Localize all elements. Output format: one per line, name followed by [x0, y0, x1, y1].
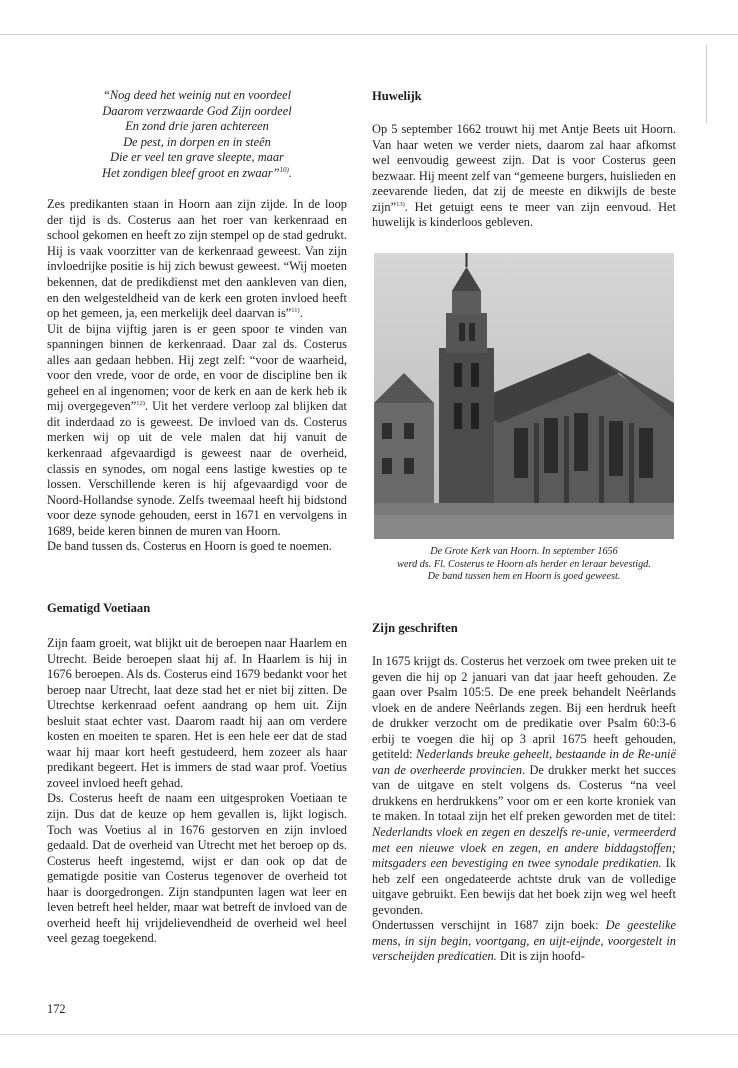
right-column-geschriften: [372, 654, 676, 965]
left-column-section2: [47, 636, 347, 947]
paragraph: Op 5 september 1662 trouwt hij met Antje Beets uit Hoorn. Van haar weten we verder niets, daarom zal haar afkomst wel eenvoudig geweest zijn. Dat is voor Costerus geen bezwaar. Hij meent zelf van “gemeene burgers, huislieden en zeevarende lieden, dat zij de meeste en dikwijls de beste zijn”$^{13)}$. Het getuigt eens te meer van zijn eenvoud. Het huwelijk is kinderloos gebleven.: [372, 122, 676, 230]
paragraph: Ds. Costerus heeft de naam een uitgesproken Voetiaan te zijn. Dus dat de keuze op hem gevallen is, lijkt logisch. Toch was Voetius al in 1676 gestorven en zijn invloed gedaald. Dat de overheid van Utrecht met het beroep op ds. Costerus heeft ingestemd, wijst er dan ook op dat de gematigde positie van Costerus tegenover de overheid tot haar is doorgedrongen. Zijn standpunten lagen wat leer en leven betreft heel helder, maar wat betreft de invloed van de overheid heeft hij vrijdelievendheid de overheid wel heel veel gezag toegekend.: [47, 791, 347, 946]
poem-line: En zond drie jaren achtereen: [125, 119, 269, 134]
church-illustration: [374, 253, 674, 539]
poem: [47, 88, 347, 181]
paragraph: Zijn faam groeit, wat blijkt uit de beroepen naar Haarlem en Utrecht. Beide beroepen slaat hij af. In Haarlem is hij in 1676 beroepen. Als ds. Costerus eind 1679 bedankt voor het beroep naar Utrecht, laat deze stad het er niet bij zitten. De Utrechtse kerkenraad oefent aandrang op hem uit. Zijn besluit staat echter vast. Daarom raadt hij aan om verdere kosten en moeiten te sparen. Het is een hele eer dat de stad waar hij maar kort heeft gestudeerd, hem zozeer als haar predikant begeert. Het is immers de stad waar prof. Voetius zoveel invloed heeft gehad.: [47, 636, 347, 790]
caption-line: De band tussen hem en Hoorn is goed geweest.: [427, 571, 621, 582]
left-column: [47, 88, 347, 555]
book-title: Nederlandts vloek en zegen en deszelfs re-unie, vermeerderd met een nieuwe vloek en zegen, en andere biddagstoffen; mitsgaders een bevestiging en twee synodale predikatien.: [372, 825, 676, 871]
poem-line: De pest, in dorpen en in steên: [123, 134, 271, 149]
poem-line: “Nog deed het weinig nut en voordeel: [102, 88, 292, 102]
footnote-ref: 13): [396, 200, 405, 208]
poem-line-last: Het zondigen bleef groot en zwaar”$^{10)}$.: [102, 165, 292, 180]
caption-line: De Grote Kerk van Hoorn. In september 1656: [430, 546, 618, 557]
book-title: Nederlands breuke geheelt, bestaande in de Re-unië van de overheerde provincien: [372, 747, 676, 777]
caption-line: werd ds. Fl. Costerus te Hoorn als herder en leraar bevestigd.: [397, 558, 651, 570]
book-title: De geestelike mens, in sijn begin, voortgang, en uijt-eijnde, voorgestelt in verscheijden predicatien.: [372, 918, 676, 964]
section-heading: Gematigd Voetiaan: [47, 601, 151, 615]
right-column-huwelijk: [372, 122, 676, 231]
paragraph: In 1675 krijgt ds. Costerus het verzoek om twee preken uit te geven die hij op 2 januari van dat jaar heeft gehouden. Ze gaan over Psalm 105:5. De ene preek behandelt Neêrlands vloek en de andere Neêrlands zegen. Bij een herdruk heeft de drukker verzocht om de predikatie over Psalm 60:3-6 erbij te voegen die hij op 3 april 1675 heeft gehouden, getiteld: Nederlands breuke geheelt, bestaande in de Re-unië van de overheerde provincien. De drukker merkt het succes van de uitgave en stelt volgens ds. Costerus “na veel drukkens en herdrukkens” voor om er een korte kroniek van te maken. In totaal zijn het elf preken geworden met de titel: Nederlandts vloek en zegen en deszelfs re-unie, vermeerderd met een nieuwe vloek en zegen, en andere biddagstoffen; mitsgaders een bevestiging en twee synodale predikatien. Ik heb zelf een ongedateerde achtste druk van de volledige uitgave gebruikt. Een bewijs dat het boek zijn weg wel heeft gevonden.: [372, 654, 676, 917]
poem-line: Daarom verzwaarde God Zijn oordeel: [102, 103, 292, 118]
page-number: 172: [47, 1002, 66, 1016]
paragraph: Zes predikanten staan in Hoorn aan zijn zijde. In de loop der tijd is ds. Costerus aan het roer van kerkenraad en school gekomen en heeft zo zijn stempel op de stad gedrukt. Hij is vaak voorzitter van de kerkenraad geweest. Van zijn invloedrijke positie is hij zich bewust geweest. “Wij moeten bekennen, dat de predikdienst met den aankleven van dien, en den welgesteldheid van de kerk een groten invloed heeft op het gemeen, ja, een merkelijk deel daarvan is”$^{11)}$.: [47, 197, 347, 321]
paragraph: De band tussen ds. Costerus en Hoorn is goed te noemen.: [47, 539, 332, 554]
tower-upper: [446, 313, 487, 353]
section-heading: Zijn geschriften: [372, 621, 458, 635]
top-rule: [0, 34, 738, 35]
footnote-ref: 11): [291, 306, 300, 314]
paragraph: Uit de bijna vijftig jaren is er geen spoor te vinden van spanningen binnen de kerkenraad. Daar zal ds. Costerus alles aan gedaan hebben. Hij zegt zelf: “voor de waarheid, voor den vrede, voor de orde, en voor de discipline ben ik geheel en al ingenomen; voor de kerk en aan de kerk heb ik mij overgegeven”$^{12)}$. Uit het verdere verloop zal blijken dat dit inderdaad zo is geweest. De invloed van ds. Costerus merken wij op uit de vele malen dat hij vanuit de kerkenraad afgevaardigd is geweest naar de overheid, classis en synodes, om nogal eens lastige kwesties op te lossen. Verschillende keren is hij afgevaardigd voor de Noord-Hollandse synode. Zelfs tweemaal heeft hij bidstond voor deze synode gehouden, eerst in 1671 en vervolgens in 1689, beide keren binnen de muren van Hoorn.: [47, 321, 347, 538]
footnote-ref: 10): [279, 165, 289, 174]
right-edge-rule: [706, 44, 707, 124]
photo-caption: [372, 546, 676, 584]
footnote-ref: 12): [136, 400, 145, 408]
bottom-rule: [0, 1034, 738, 1035]
paragraph: Ondertussen verschijnt in 1687 zijn boek: De geestelike mens, in sijn begin, voortgang, en uijt-eijnde, voorgestelt in verscheijden predicatien. Dit is zijn hoofd-: [372, 918, 676, 964]
poem-line: Die er veel ten grave sleepte, maar: [110, 150, 284, 165]
church-photo: [374, 253, 674, 539]
section-heading: Huwelijk: [372, 89, 422, 103]
